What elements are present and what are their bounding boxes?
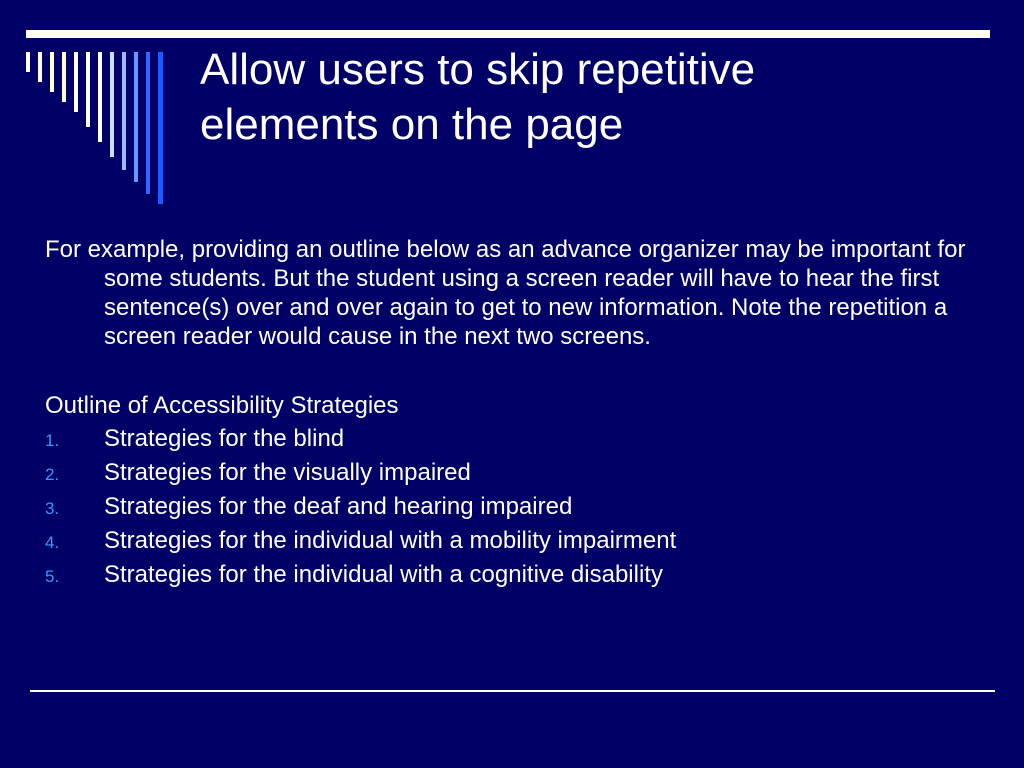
- outline-item-number: 1.: [45, 431, 60, 450]
- stripe: [134, 52, 138, 182]
- outline-item-number: 5.: [45, 567, 60, 586]
- stripe: [26, 52, 30, 72]
- outline-item: [45, 424, 985, 458]
- outline-item: [45, 560, 985, 594]
- outline-item-text: Strategies for the individual with a mobility impairment: [104, 527, 677, 554]
- stripe: [74, 52, 78, 112]
- stripe: [110, 52, 114, 157]
- outline-item-number: 3.: [45, 499, 60, 518]
- outline-item-text: Strategies for the individual with a cognitive disability: [104, 561, 663, 588]
- outline-item: [45, 526, 985, 560]
- stripe: [98, 52, 102, 142]
- intro-paragraph: For example, providing an outline below as an advance organizer may be important for some students. But the student using a screen reader will have to hear the first sentence(s) over and over again to get to new information. Note the repetition a screen reader would cause in the next two screens.: [45, 236, 966, 350]
- outline-item: [45, 458, 985, 492]
- slide-title: [200, 42, 980, 152]
- outline-item-text: Strategies for the blind: [104, 425, 345, 452]
- bottom-rule: [30, 690, 995, 692]
- outline-item-number: 2.: [45, 465, 60, 484]
- slide-title-line-1: Allow users to skip repetitive: [200, 45, 756, 94]
- outline-item-number: 4.: [45, 533, 60, 552]
- outline-item-text: Strategies for the visually impaired: [104, 459, 471, 486]
- slide-body: [45, 235, 985, 594]
- stripe: [122, 52, 126, 170]
- outline-item: [45, 492, 985, 526]
- stripe: [158, 52, 163, 204]
- stripe: [38, 52, 42, 82]
- outline-list: [45, 424, 985, 594]
- stripe: [50, 52, 54, 92]
- slide-title-line-2: elements on the page: [200, 100, 624, 149]
- decorative-stripes: [0, 0, 200, 220]
- stripe: [146, 52, 150, 194]
- outline-heading: Outline of Accessibility Strategies: [45, 392, 399, 419]
- stripe: [62, 52, 66, 102]
- outline-item-text: Strategies for the deaf and hearing impaired: [104, 493, 573, 520]
- stripe: [86, 52, 90, 127]
